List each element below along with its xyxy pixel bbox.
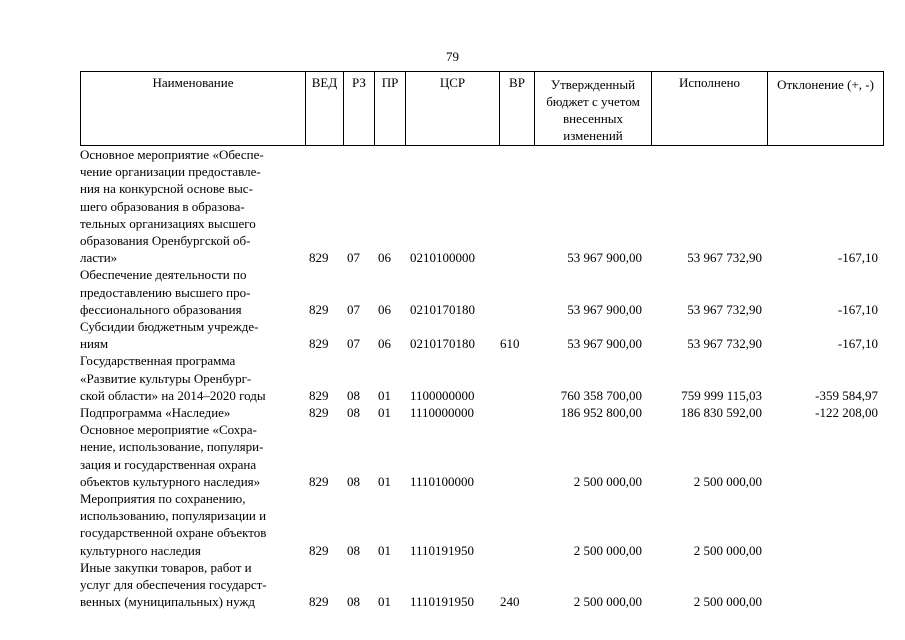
- row-done: 186 830 592,00: [680, 405, 762, 421]
- row-rz: 07: [347, 301, 360, 317]
- row-ved: 829: [309, 301, 329, 317]
- row-name: Подпрограмма «Наследие»: [80, 405, 231, 421]
- row-pr: 01: [378, 387, 391, 403]
- row-ved: 829: [309, 594, 329, 610]
- row-csr: 1100000000: [410, 387, 475, 403]
- row-name: Основное мероприятие «Сохра- нение, использование, популяри- зация и государственная охрана объектов культурного наследия»: [80, 422, 264, 489]
- row-rz: 07: [347, 250, 360, 266]
- row-budget: 186 952 800,00: [560, 405, 642, 421]
- table-row: [80, 404, 880, 421]
- row-name: Субсидии бюджетным учрежде- ниям: [80, 319, 259, 352]
- row-pr: 01: [378, 594, 391, 610]
- row-done: 2 500 000,00: [693, 594, 762, 610]
- row-pr: 01: [378, 542, 391, 558]
- row-deviation: -167,10: [837, 250, 878, 266]
- row-done: 53 967 732,90: [687, 336, 762, 352]
- table-body: [80, 146, 880, 610]
- table-row: [80, 421, 880, 490]
- row-ved: 829: [309, 250, 329, 266]
- row-ved: 829: [309, 336, 329, 352]
- header-csr: ЦСР: [406, 72, 500, 146]
- header-rz: РЗ: [344, 72, 375, 146]
- row-pr: 06: [378, 336, 391, 352]
- row-csr: 0210170180: [410, 336, 475, 352]
- row-vr: 240: [500, 594, 520, 610]
- row-rz: 08: [347, 542, 360, 558]
- row-pr: 06: [378, 250, 391, 266]
- row-done: 53 967 732,90: [687, 301, 762, 317]
- row-vr: 610: [500, 336, 520, 352]
- table-row: [80, 352, 880, 404]
- row-name: Основное мероприятие «Обеспе- чение организации предоставле- ния на конкурсной основе выс- шего образования в образова- тельных организациях высшего образования Оренбургской об- ласти»: [80, 147, 264, 266]
- row-deviation: -359 584,97: [815, 387, 878, 403]
- row-done: 759 999 115,03: [681, 387, 762, 403]
- header-pr: ПР: [375, 72, 406, 146]
- row-rz: 08: [347, 405, 360, 421]
- row-csr: 0210100000: [410, 250, 475, 266]
- row-done: 53 967 732,90: [687, 250, 762, 266]
- table-row: [80, 266, 880, 318]
- row-budget: 2 500 000,00: [573, 594, 642, 610]
- table-row: [80, 146, 880, 266]
- row-ved: 829: [309, 405, 329, 421]
- row-rz: 07: [347, 336, 360, 352]
- row-ved: 829: [309, 542, 329, 558]
- row-budget: 2 500 000,00: [573, 542, 642, 558]
- row-pr: 06: [378, 301, 391, 317]
- row-budget: 2 500 000,00: [573, 473, 642, 489]
- row-done: 2 500 000,00: [693, 542, 762, 558]
- header-done: Исполнено: [652, 72, 768, 146]
- row-csr: 1110191950: [410, 542, 475, 558]
- row-name: Иные закупки товаров, работ и услуг для обеспечения государст- венных (муниципальных) нужд: [80, 559, 267, 610]
- row-rz: 08: [347, 594, 360, 610]
- header-deviation: Отклонение (+, -): [768, 72, 884, 146]
- row-budget: 53 967 900,00: [567, 336, 642, 352]
- table-header: [80, 71, 884, 146]
- row-ved: 829: [309, 387, 329, 403]
- row-csr: 1110191950: [410, 594, 475, 610]
- row-deviation: -167,10: [837, 336, 878, 352]
- row-name: Мероприятия по сохранению, использованию, популяризации и государственной охране объектов культурного наследия: [80, 491, 267, 558]
- table-row: [80, 559, 880, 611]
- row-done: 2 500 000,00: [693, 473, 762, 489]
- table-row: [80, 318, 880, 352]
- row-budget: 53 967 900,00: [567, 250, 642, 266]
- row-csr: 0210170180: [410, 301, 475, 317]
- table-row: [80, 490, 880, 559]
- row-budget: 760 358 700,00: [560, 387, 642, 403]
- row-deviation: -122 208,00: [815, 405, 878, 421]
- header-name: Наименование: [81, 72, 306, 146]
- row-csr: 1110000000: [410, 405, 475, 421]
- row-rz: 08: [347, 473, 360, 489]
- row-pr: 01: [378, 473, 391, 489]
- row-rz: 08: [347, 387, 360, 403]
- header-budget: Утвержденный бюджет с учетом внесенных изменений: [535, 72, 652, 146]
- page-number: 79: [446, 49, 459, 64]
- row-csr: 1110100000: [410, 473, 475, 489]
- row-pr: 01: [378, 405, 391, 421]
- row-ved: 829: [309, 473, 329, 489]
- header-ved: ВЕД: [306, 72, 344, 146]
- header-vr: ВР: [500, 72, 535, 146]
- row-name: Государственная программа «Развитие культуры Оренбург- ской области» на 2014–2020 годы: [80, 353, 266, 403]
- row-budget: 53 967 900,00: [567, 301, 642, 317]
- row-name: Обеспечение деятельности по предоставлению высшего про- фессионального образования: [80, 267, 251, 317]
- row-deviation: -167,10: [837, 301, 878, 317]
